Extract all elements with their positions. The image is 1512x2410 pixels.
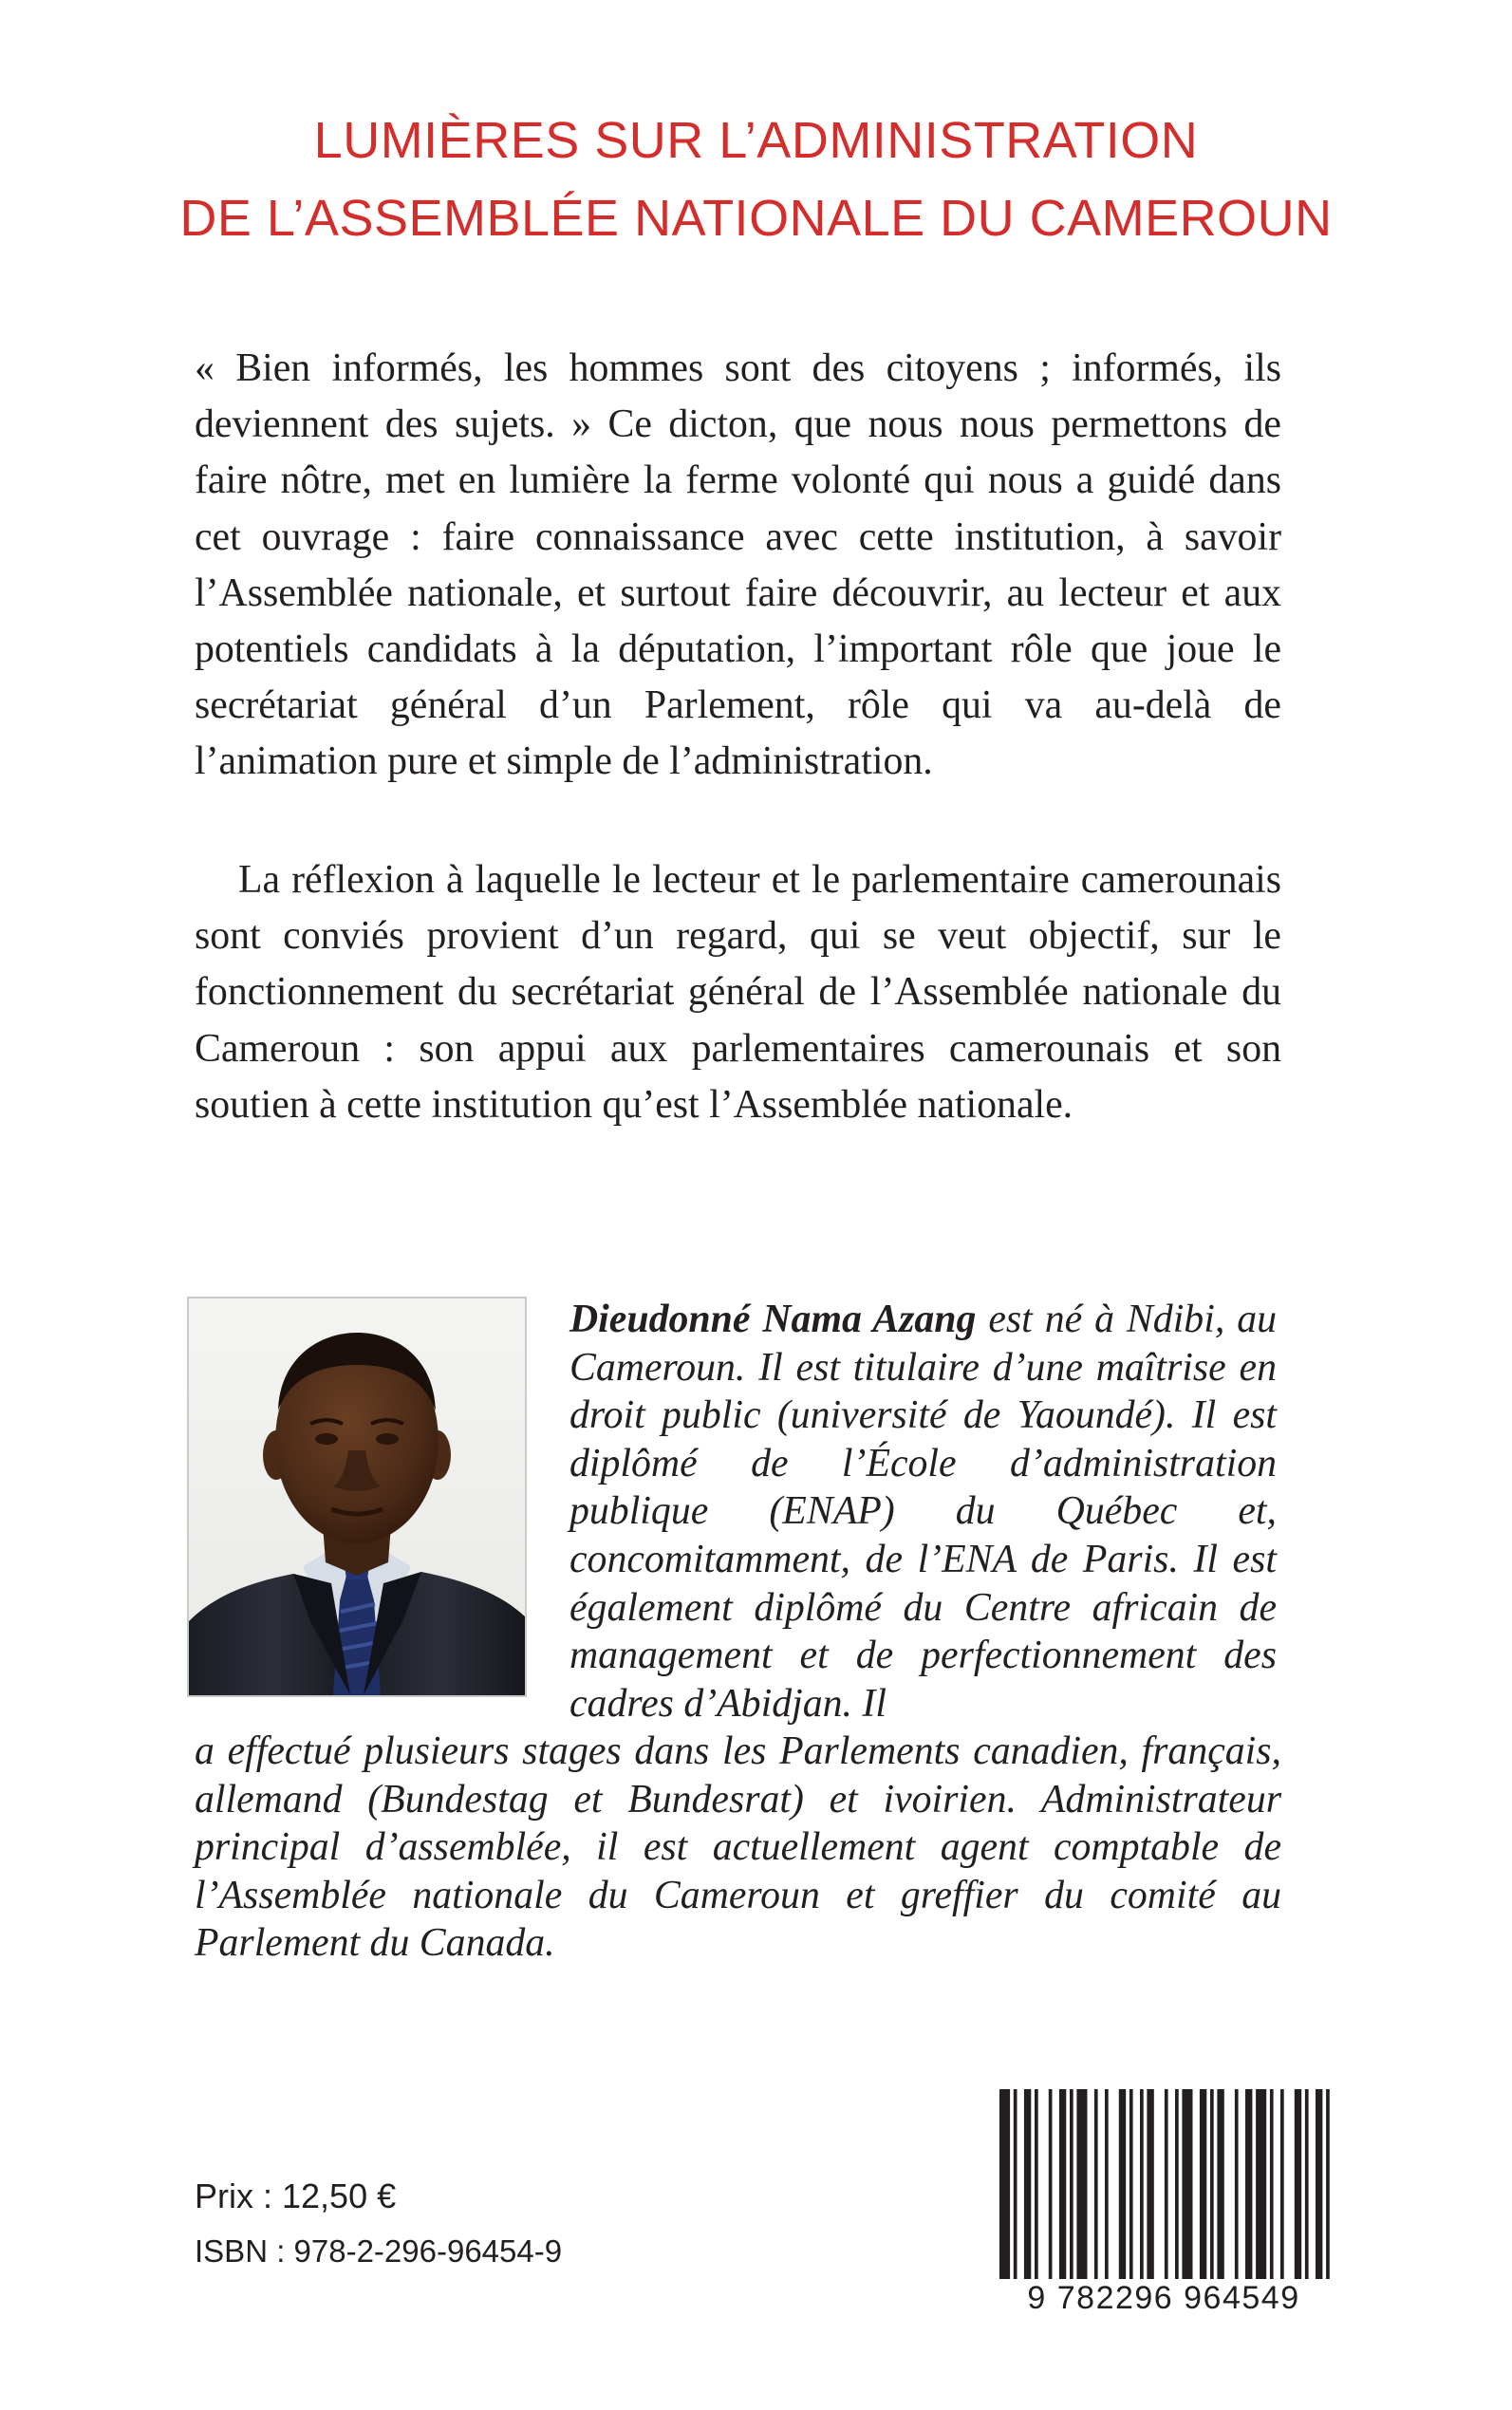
price-label: Prix : 12,50 € (195, 2176, 397, 2215)
barcode-bar (1256, 2089, 1266, 2279)
barcode-bar (1024, 2089, 1031, 2279)
author-name: Dieudonné Nama Azang (569, 1298, 977, 1341)
barcode-bar (1200, 2089, 1206, 2279)
cover-title-line-1: LUMIÈRES SUR L’ADMINISTRATION (313, 112, 1199, 169)
author-portrait-photo (187, 1297, 527, 1697)
barcode-bar (1295, 2089, 1301, 2279)
barcode-bar (1210, 2089, 1214, 2279)
barcode-bar (1235, 2089, 1239, 2279)
barcode-bar (1245, 2089, 1252, 2279)
barcode-bar (1035, 2089, 1038, 2279)
author-bio-continued: a effectué plusieurs stages dans les Parlements canadien, français, allemand (Bundestag et Bundesrat) et ivoirien. Administrateur principal d’assemblée, il est actuellement agent comptable de l’Assemblée nationale du Cameroun et greffier du comité au Parlement du Canada. (195, 1729, 1281, 1966)
author-portrait-icon (189, 1298, 525, 1695)
ean13-barcode-icon (992, 2089, 1335, 2279)
barcode-bar (1140, 2089, 1144, 2279)
barcode-bar (1070, 2089, 1073, 2279)
barcode-bar (1105, 2089, 1109, 2279)
barcode-bar (1129, 2089, 1133, 2279)
barcode-bar (1049, 2089, 1053, 2279)
blurb-paragraph-2: La réflexion à laquelle le lecteur et le parlementaire camerounais sont conviés provient d’un regard, qui se veut objectif, sur le fonctionnement du secrétariat général de l’Assemblée nationale du Cameroun : son appui aux parlementaires camerounais et son soutien à cette institution qu’est l’Assemblée nationale. (195, 858, 1281, 1127)
barcode-bar (1014, 2089, 1017, 2279)
isbn-label: ISBN : 978-2-296-96454-9 (195, 2233, 563, 2269)
barcode-bar (1326, 2089, 1330, 2279)
barcode-digits: 9 782296 964549 (1027, 2280, 1300, 2316)
barcode-bar (1305, 2089, 1309, 2279)
author-bio-lead-text: est né à Ndibi, au Cameroun. Il est titulaire d’une maîtrise en droit public (université de Yaoundé). Il est diplômé de l’École d’administration publique (ENAP) du Québec et, concomitamment, de l’ENA de Paris. Il est également diplômé du Centre africain de management et de perfectionnement des cadres d’Abidjan. Il (569, 1298, 1277, 1726)
author-bio-lead (569, 1296, 1277, 1728)
barcode-bar (1280, 2089, 1284, 2279)
isbn-barcode (992, 2089, 1335, 2315)
barcode-bar (1094, 2089, 1098, 2279)
barcode-bar (1059, 2089, 1066, 2279)
barcode-bar (999, 2089, 1010, 2279)
barcode-bar (1175, 2089, 1179, 2279)
barcode-bar (1316, 2089, 1322, 2279)
barcode-bar (1147, 2089, 1153, 2279)
cover-title-line-2: DE L’ASSEMBLÉE NATIONALE DU CAMEROUN (179, 190, 1333, 247)
barcode-bar (1076, 2089, 1087, 2279)
barcode-bar (1119, 2089, 1126, 2279)
barcode-bar (1270, 2089, 1274, 2279)
barcode-bar (1165, 2089, 1168, 2279)
barcode-bar (1182, 2089, 1192, 2279)
barcode-bar (1217, 2089, 1223, 2279)
blurb-paragraph-1: « Bien informés, les hommes sont des citoyens ; informés, ils deviennent des sujets. » Ce dicton, que nous nous permettons de faire nôtre, met en lumière la ferme volonté qui nous a guidé dans cet ouvrage : faire connaissance avec cette institution, à savoir l’Assemblée nationale, et surtout faire découvrir, au lecteur et aux potentiels candidats à la députation, l’important rôle que joue le secrétariat général d’un Parlement, rôle qui va au-delà de l’animation pure et simple de l’administration. (195, 346, 1281, 784)
